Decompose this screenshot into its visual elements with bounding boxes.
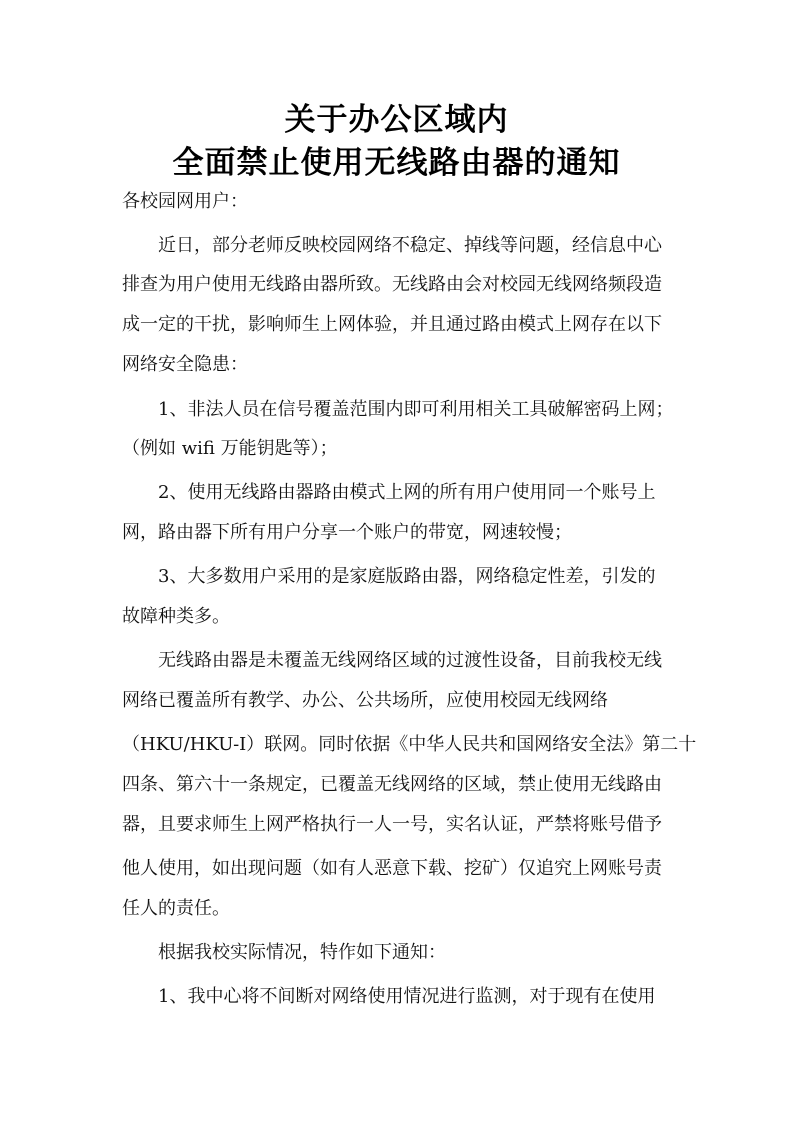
paragraph-line: 任人的责任。 [122, 898, 230, 919]
paragraph-line: 无线路由器是未覆盖无线网络区域的过渡性设备，目前我校无线 [122, 650, 662, 671]
paragraph-line: 近日，部分老师反映校园网络不稳定、掉线等问题，经信息中心 [122, 235, 662, 256]
document-title-line-2: 全面禁止使用无线路由器的通知 [172, 145, 621, 181]
paragraph-line: 根据我校实际情况，特作如下通知： [122, 942, 446, 963]
list-item-line: 1、非法人员在信号覆盖范围内即可利用相关工具破解密码上网； [122, 399, 674, 420]
paragraph-line: 网络已覆盖所有教学、办公、公共场所，应使用校园无线网络 [122, 690, 608, 711]
paragraph-line: 器，且要求师生上网严格执行一人一号，实名认证，严禁将账号借予 [122, 814, 662, 835]
list-item-line: 故障种类多。 [122, 606, 230, 627]
salutation: 各校园网用户： [122, 191, 248, 212]
list-item-line: （例如 wifi 万能钥匙等）； [122, 438, 338, 459]
list-item-line: 网，路由器下所有用户分享一个账户的带宽，网速较慢； [122, 522, 572, 543]
paragraph-line: 四条、第六十一条规定，已覆盖无线网络的区域，禁止使用无线路由 [122, 774, 662, 795]
list-item-line: 1、我中心将不间断对网络使用情况进行监测，对于现有在使用 [122, 986, 656, 1007]
paragraph-line: 网络安全隐患： [122, 354, 248, 375]
list-item-line: 3、大多数用户采用的是家庭版路由器，网络稳定性差，引发的 [122, 566, 656, 587]
list-item-line: 2、使用无线路由器路由模式上网的所有用户使用同一个账号上 [122, 482, 656, 503]
document-title-line-1: 关于办公区域内 [284, 102, 509, 138]
paragraph-line: 他人使用，如出现问题（如有人恶意下载、挖矿）仅追究上网账号责 [122, 858, 662, 879]
paragraph-line: 排查为用户使用无线路由器所致。无线路由会对校园无线网络频段造 [122, 274, 662, 295]
paragraph-line: （HKU/HKU-I）联网。同时依据《中华人民共和国网络安全法》第二十 [122, 734, 697, 755]
paragraph-line: 成一定的干扰，影响师生上网体验，并且通过路由模式上网存在以下 [122, 314, 662, 335]
